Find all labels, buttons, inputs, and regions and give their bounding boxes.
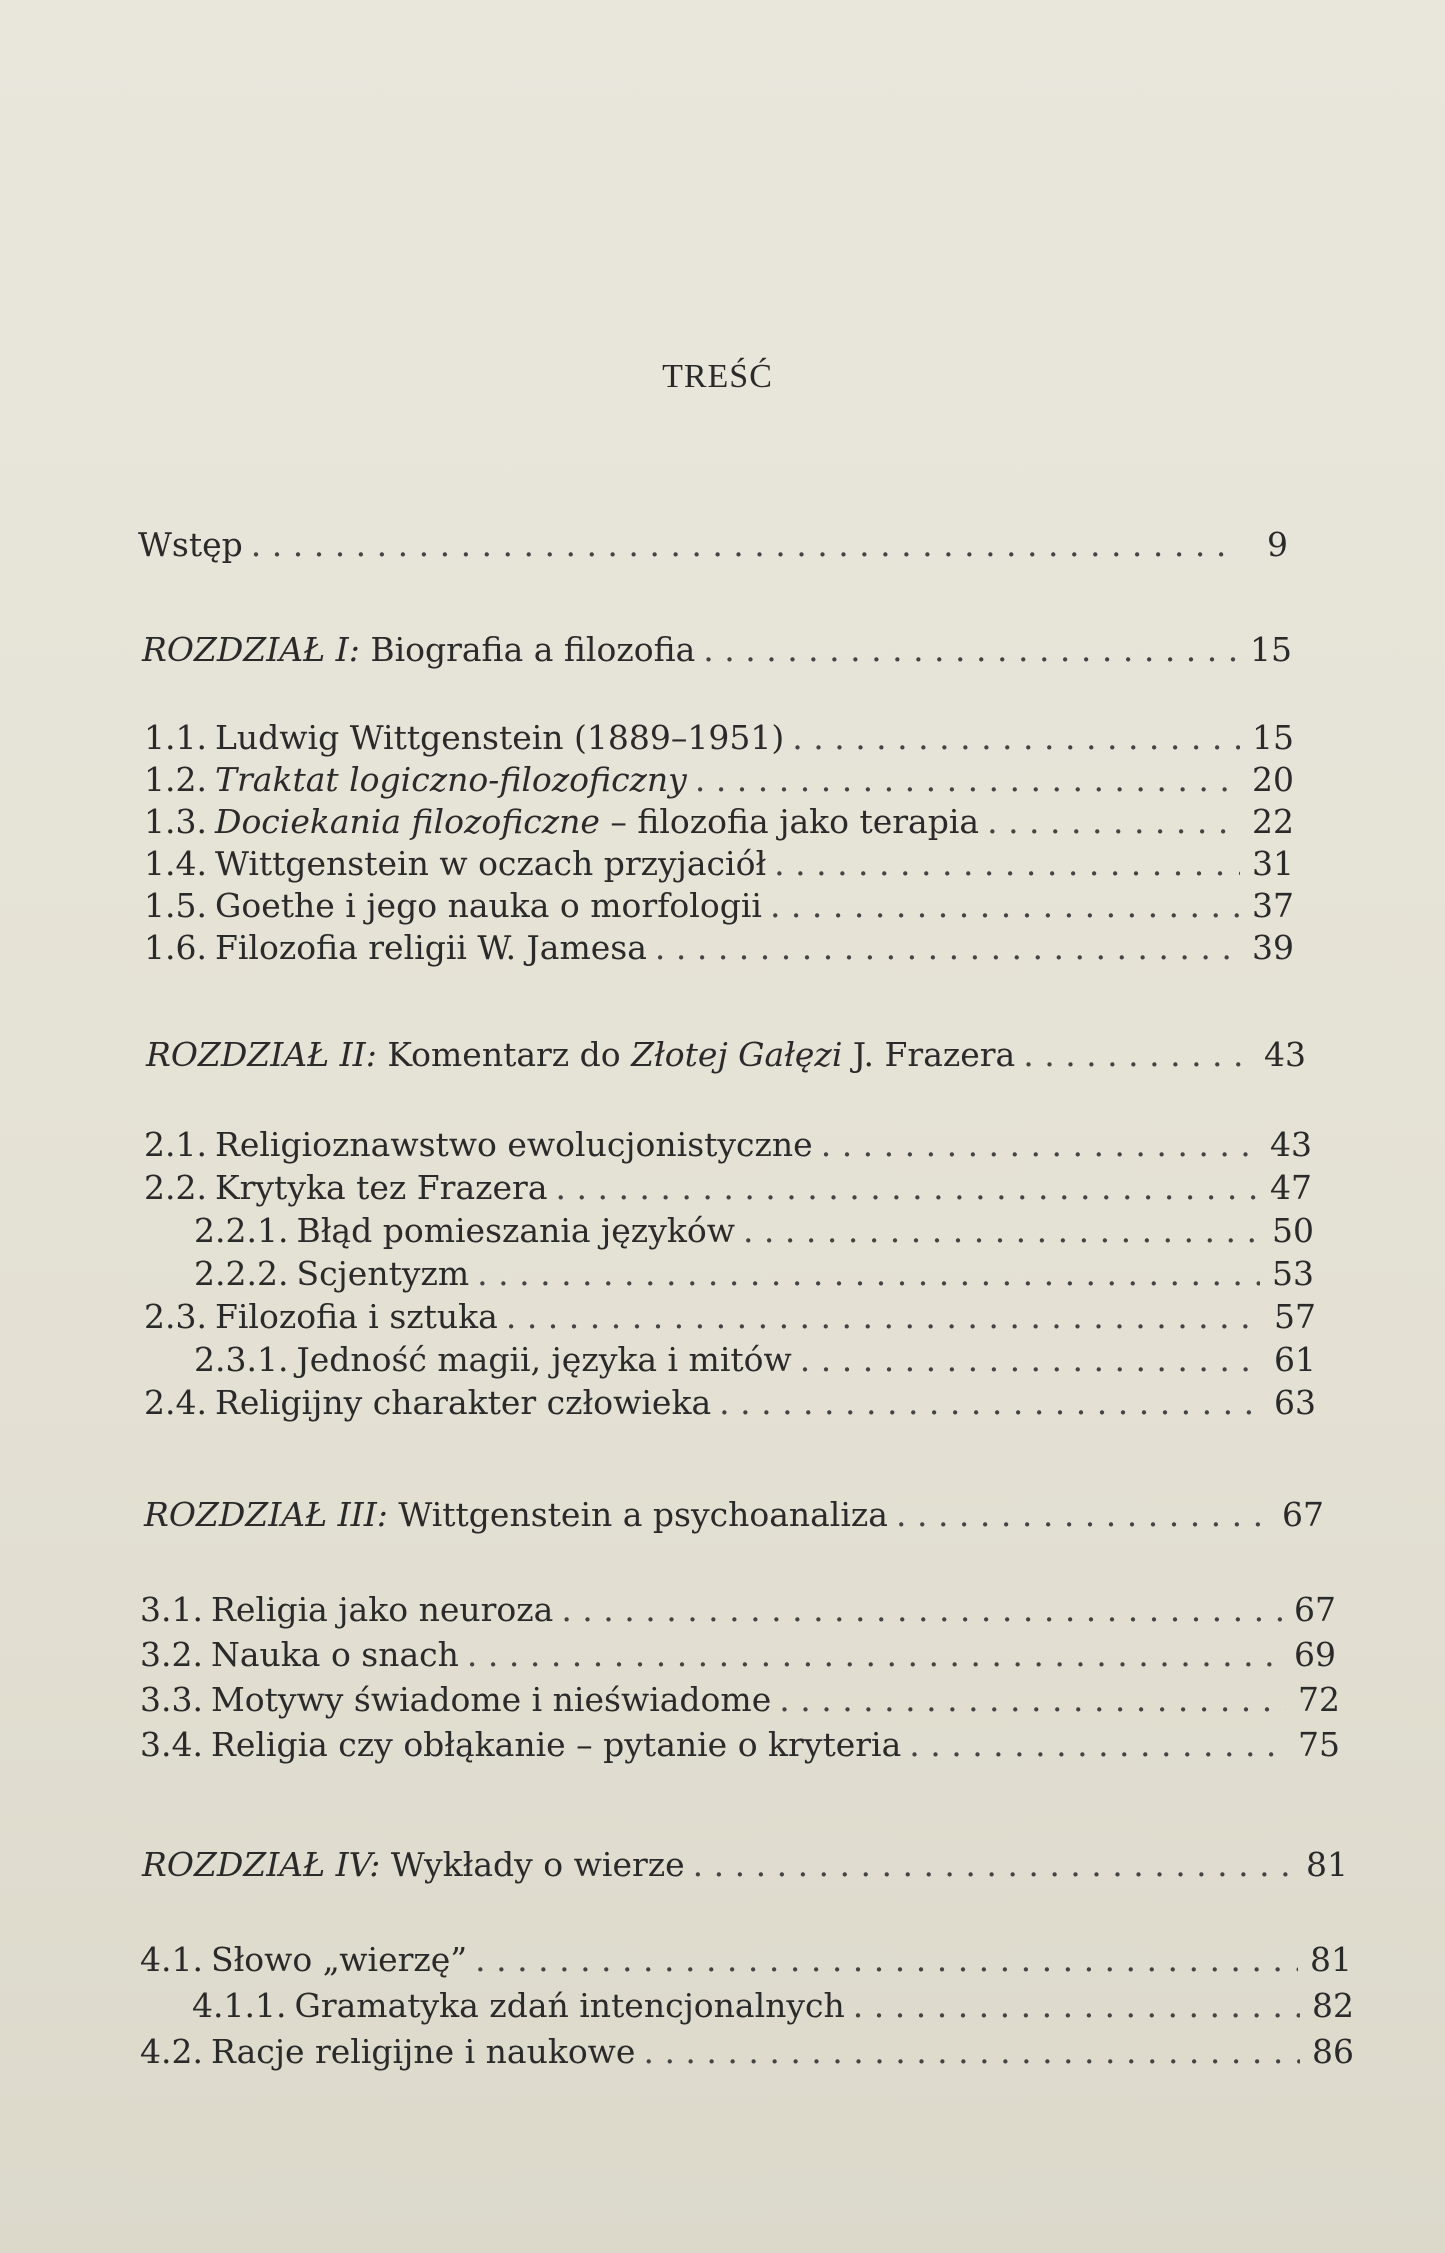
leader-dots xyxy=(655,928,1240,968)
page-number: 47 xyxy=(1270,1168,1312,1207)
entry-label: 2.2.2. Scjentyzm xyxy=(194,1254,470,1293)
page-number: 50 xyxy=(1272,1211,1314,1250)
entry-label: ROZDZIAŁ II: Komentarz do Złotej Gałęzi J. Frazera xyxy=(146,1035,1016,1074)
toc-chapter-3 xyxy=(144,1495,1324,1535)
section-number: 1.5. xyxy=(144,886,207,925)
toc-entry-wstep xyxy=(138,525,1288,565)
leader-dots xyxy=(693,1845,1294,1885)
page-number: 37 xyxy=(1252,886,1294,925)
section-number: 2.3. xyxy=(144,1297,207,1336)
leader-dots xyxy=(779,1680,1286,1720)
toc-entry-4-1 xyxy=(140,1940,1352,1980)
entry-label: 4.2. Racje religijne i naukowe xyxy=(140,2032,636,2071)
chapter-label: ROZDZIAŁ II xyxy=(146,1035,366,1074)
leader-dots xyxy=(251,525,1234,565)
leader-dots xyxy=(1023,1035,1252,1075)
page-number: 72 xyxy=(1298,1680,1340,1719)
toc-entry-1-3 xyxy=(144,802,1294,842)
page-number: 43 xyxy=(1270,1125,1312,1164)
chapter-title: Wittgenstein a psychoanaliza xyxy=(398,1495,888,1534)
page-number: 82 xyxy=(1312,1986,1354,2025)
page-number: 43 xyxy=(1264,1035,1306,1074)
toc-entry-2-2-2 xyxy=(194,1254,1314,1294)
toc-entry-1-5 xyxy=(144,886,1294,926)
leader-dots xyxy=(800,1340,1262,1380)
leader-dots xyxy=(477,1254,1260,1294)
entry-label: ROZDZIAŁ III: Wittgenstein a psychoanaliza xyxy=(144,1495,888,1534)
entry-label: 2.2.1. Błąd pomieszania języków xyxy=(194,1211,735,1250)
entry-label: Wstęp xyxy=(138,525,243,564)
toc-entry-4-1-1 xyxy=(192,1986,1354,2026)
entry-label: ROZDZIAŁ I: Biografia a filozofia xyxy=(142,630,696,669)
page-number: 53 xyxy=(1272,1254,1314,1293)
section-number: 2.3.1. xyxy=(194,1340,289,1379)
leader-dots xyxy=(643,2032,1300,2072)
toc-entry-2-1 xyxy=(144,1125,1312,1165)
entry-label: ROZDZIAŁ IV: Wykłady o wierze xyxy=(142,1845,685,1884)
section-number: 3.3. xyxy=(140,1680,203,1719)
toc-entry-3-4 xyxy=(140,1725,1340,1765)
section-number: 1.4. xyxy=(144,844,207,883)
leader-dots xyxy=(792,718,1240,758)
toc-entry-2-3-1 xyxy=(194,1340,1316,1380)
page-title: TREŚĆ xyxy=(662,358,773,395)
chapter-title: Biografia a filozofia xyxy=(370,630,696,669)
entry-label: 4.1.1. Gramatyka zdań intencjonalnych xyxy=(192,1986,845,2025)
chapter-label: ROZDZIAŁ III xyxy=(144,1495,377,1534)
entry-label: 2.4. Religijny charakter człowieka xyxy=(144,1383,712,1422)
section-number: 2.1. xyxy=(144,1125,207,1164)
section-number: 3.4. xyxy=(140,1725,203,1764)
toc-entry-4-2 xyxy=(140,2032,1354,2072)
entry-label: 3.1. Religia jako neuroza xyxy=(140,1590,554,1629)
page-number: 57 xyxy=(1274,1297,1316,1336)
entry-label: 3.4. Religia czy obłąkanie – pytanie o kryteria xyxy=(140,1725,902,1764)
toc-entry-1-2 xyxy=(144,760,1294,800)
chapter-title: Wykłady o wierze xyxy=(390,1845,685,1884)
section-number: 2.2.2. xyxy=(194,1254,289,1293)
section-number: 2.2.1. xyxy=(194,1211,289,1250)
page-number: 39 xyxy=(1252,928,1294,967)
leader-dots xyxy=(853,1986,1300,2026)
section-number: 2.2. xyxy=(144,1168,207,1207)
entry-label: 1.6. Filozofia religii W. Jamesa xyxy=(144,928,647,967)
section-number: 3.2. xyxy=(140,1635,203,1674)
toc-entry-3-1 xyxy=(140,1590,1336,1630)
entry-label: 4.1. Słowo „wierzę” xyxy=(140,1940,468,1979)
chapter-label: ROZDZIAŁ I xyxy=(142,630,349,669)
leader-dots xyxy=(695,760,1240,800)
section-number: 1.2. xyxy=(144,760,207,799)
toc-chapter-1 xyxy=(142,630,1292,670)
leader-dots xyxy=(774,844,1240,884)
entry-label: 1.4. Wittgenstein w oczach przyjaciół xyxy=(144,844,767,883)
section-number: 4.1. xyxy=(140,1940,203,1979)
entry-label: 2.3. Filozofia i sztuka xyxy=(144,1297,498,1336)
chapter-label: ROZDZIAŁ IV xyxy=(142,1845,370,1884)
entry-label: 3.2. Nauka o snach xyxy=(140,1635,459,1674)
page-number: 67 xyxy=(1294,1590,1336,1629)
toc-entry-1-4 xyxy=(144,844,1294,884)
entry-label: 1.3. Dociekania filozoficzne – filozofia jako terapia xyxy=(144,802,980,841)
leader-dots xyxy=(896,1495,1270,1535)
entry-label: 3.3. Motywy świadome i nieświadome xyxy=(140,1680,772,1719)
leader-dots xyxy=(561,1590,1282,1630)
leader-dots xyxy=(475,1940,1298,1980)
page-number: 75 xyxy=(1298,1725,1340,1764)
leader-dots xyxy=(556,1168,1259,1208)
page-number: 61 xyxy=(1274,1340,1316,1379)
section-number: 4.1.1. xyxy=(192,1986,287,2025)
leader-dots xyxy=(467,1635,1282,1675)
section-number: 3.1. xyxy=(140,1590,203,1629)
page-number: 81 xyxy=(1306,1845,1348,1884)
entry-label: 1.5. Goethe i jego nauka o morfologii xyxy=(144,886,762,925)
leader-dots xyxy=(987,802,1240,842)
page-number: 69 xyxy=(1294,1635,1336,1674)
entry-label: 2.1. Religioznawstwo ewolucjonistyczne xyxy=(144,1125,813,1164)
page-number: 31 xyxy=(1252,844,1294,883)
leader-dots xyxy=(719,1383,1262,1423)
section-number: 4.2. xyxy=(140,2032,203,2071)
page-number: 15 xyxy=(1250,630,1292,669)
section-number: 2.4. xyxy=(144,1383,207,1422)
toc-chapter-4 xyxy=(142,1845,1348,1885)
toc-entry-2-2-1 xyxy=(194,1211,1314,1251)
page-number: 22 xyxy=(1252,802,1294,841)
toc-entry-2-2 xyxy=(144,1168,1312,1208)
toc-entry-3-2 xyxy=(140,1635,1336,1675)
leader-dots xyxy=(703,630,1238,670)
section-number: 1.1. xyxy=(144,718,207,757)
page-number: 15 xyxy=(1252,718,1294,757)
page-number: 63 xyxy=(1274,1383,1316,1422)
toc-entry-2-3 xyxy=(144,1297,1316,1337)
entry-label: 1.2. Traktat logiczno-filozoficzny xyxy=(144,760,687,799)
page-number: 20 xyxy=(1252,760,1294,799)
page-number: 9 xyxy=(1267,525,1288,564)
entry-label: 1.1. Ludwig Wittgenstein (1889–1951) xyxy=(144,718,785,757)
toc-entry-1-6 xyxy=(144,928,1294,968)
toc-chapter-2 xyxy=(146,1035,1306,1075)
page-number: 86 xyxy=(1312,2032,1354,2071)
leader-dots xyxy=(743,1211,1260,1251)
section-number: 1.6. xyxy=(144,928,207,967)
leader-dots xyxy=(909,1725,1286,1765)
page-number: 67 xyxy=(1282,1495,1324,1534)
leader-dots xyxy=(506,1297,1262,1337)
leader-dots xyxy=(821,1125,1258,1165)
toc-entry-2-4 xyxy=(144,1383,1316,1423)
toc-entry-3-3 xyxy=(140,1680,1340,1720)
section-number: 1.3. xyxy=(144,802,207,841)
toc-entry-1-1 xyxy=(144,718,1294,758)
entry-label: 2.3.1. Jedność magii, języka i mitów xyxy=(194,1340,792,1379)
page-number: 81 xyxy=(1310,1940,1352,1979)
entry-label: 2.2. Krytyka tez Frazera xyxy=(144,1168,548,1207)
leader-dots xyxy=(770,886,1240,926)
